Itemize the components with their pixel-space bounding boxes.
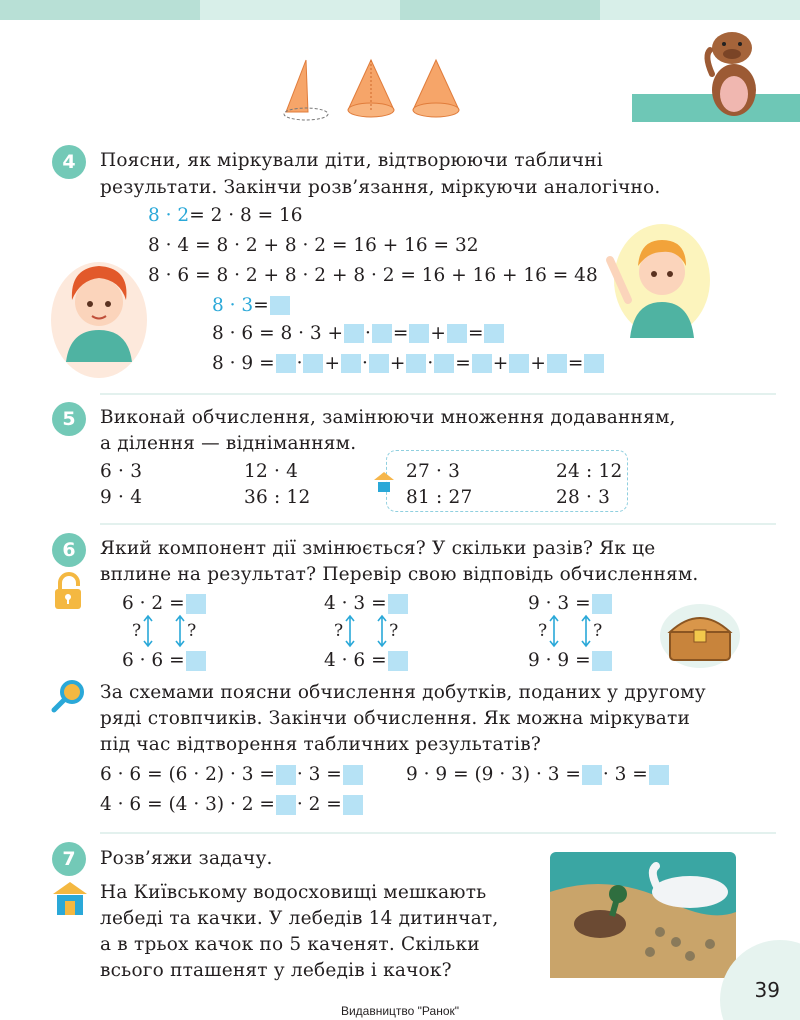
boy-illustration: [600, 220, 712, 340]
answer-box[interactable]: [509, 354, 529, 373]
top-stripe: [400, 0, 600, 20]
expression: 9 · 3 =: [528, 593, 591, 614]
answer-box[interactable]: [472, 354, 492, 373]
double-arrow-icon: [377, 614, 387, 648]
problem-text: а в трьох качок по 5 каченят. Скільки: [100, 934, 480, 955]
answer-box[interactable]: [344, 324, 364, 343]
answer-box[interactable]: [447, 324, 467, 343]
capybara-icon: [700, 26, 764, 122]
answer-box[interactable]: [547, 354, 567, 373]
task-text: ряді стовпчиків. Закінчи обчислення. Як можна міркувати: [100, 708, 690, 729]
question-mark: ?: [334, 621, 344, 641]
double-arrow-icon: [143, 614, 153, 648]
task-text: Який компонент дії змінюється? У скільки разів? Як це: [100, 538, 656, 559]
answer-box[interactable]: [484, 324, 504, 343]
task-number-badge: 6: [52, 533, 86, 567]
answer-box[interactable]: [186, 651, 206, 671]
expression: 24 : 12: [556, 461, 623, 482]
question-mark: ?: [593, 621, 603, 641]
answer-box[interactable]: [409, 324, 429, 343]
top-stripe: [200, 0, 400, 20]
answer-box[interactable]: [341, 354, 361, 373]
math-line: [528, 650, 613, 671]
answer-box[interactable]: [186, 594, 206, 614]
expression: = 2 · 8 = 16: [189, 205, 303, 226]
math-line: 8 · 4 = 8 · 2 + 8 · 2 = 16 + 16 = 32: [148, 235, 479, 256]
swans-ducks-illustration: [550, 852, 736, 978]
answer-box[interactable]: [406, 354, 426, 373]
math-line: [122, 650, 207, 671]
answer-box[interactable]: [649, 765, 669, 785]
expression: 28 · 3: [556, 487, 611, 508]
house-level-icon: [52, 880, 88, 916]
problem-text: всього пташенят у лебедів і качок?: [100, 960, 452, 981]
expression: 8 · 6 = 8 · 3 +: [212, 323, 344, 344]
answer-box[interactable]: [434, 354, 454, 373]
expression: 4 · 3 =: [324, 593, 387, 614]
task-text: Виконай обчислення, замінюючи множення додаванням,: [100, 407, 676, 428]
problem-text: лебеді та качки. У лебедів 14 дитинчат,: [100, 908, 499, 929]
expression: · 2 =: [296, 794, 342, 815]
math-line: [406, 764, 670, 785]
task-text: За схемами поясни обчислення добутків, поданих у другому: [100, 682, 706, 703]
task-number-badge: 4: [52, 145, 86, 179]
change-arrows: [538, 614, 602, 648]
math-line: [324, 593, 409, 614]
question-mark: ?: [132, 621, 142, 641]
change-arrows: [334, 614, 398, 648]
expression: 36 : 12: [244, 487, 311, 508]
answer-box[interactable]: [276, 795, 296, 815]
expression: 6 · 6 =: [122, 650, 185, 671]
task-number-badge: 5: [52, 402, 86, 436]
answer-box[interactable]: [369, 354, 389, 373]
highlighted-expression: 8 · 2: [148, 205, 190, 226]
answer-box[interactable]: [388, 651, 408, 671]
task-number-badge: 7: [52, 842, 86, 876]
page-number: 39: [754, 978, 780, 1002]
answer-box[interactable]: [343, 795, 363, 815]
double-arrow-icon: [175, 614, 185, 648]
math-line: [528, 593, 613, 614]
change-arrows: [132, 614, 196, 648]
math-line: [324, 650, 409, 671]
task-text: під час відтворення табличних результатів?: [100, 734, 541, 755]
double-arrow-icon: [581, 614, 591, 648]
math-line: [100, 764, 364, 785]
cones-illustration: [276, 54, 460, 126]
answer-box[interactable]: [343, 765, 363, 785]
expression: 9 · 4: [100, 487, 143, 508]
expression: 9 · 9 = (9 · 3) · 3 =: [406, 764, 581, 785]
math-line: [212, 295, 291, 316]
highlighted-expression: 8 · 3: [212, 295, 254, 316]
section-divider: [100, 523, 776, 525]
expression: 81 : 27: [406, 487, 473, 508]
expression: 4 · 6 = (4 · 3) · 2 =: [100, 794, 275, 815]
double-arrow-icon: [345, 614, 355, 648]
math-line: 8 · 9 = · + · + · = + + =: [212, 353, 605, 374]
magnifier-icon: [50, 678, 86, 714]
task-text: результати. Закінчи розв’язання, міркуючи аналогічно.: [100, 177, 661, 198]
expression: 9 · 9 =: [528, 650, 591, 671]
answer-box[interactable]: [592, 651, 612, 671]
section-divider: [100, 393, 776, 395]
treasure-chest-icon: [660, 600, 740, 668]
section-divider: [100, 832, 776, 834]
math-line: 8 · 6 = 8 · 2 + 8 · 2 + 8 · 2 = 16 + 16 + 16 = 48: [148, 265, 598, 286]
lock-icon: [52, 572, 86, 612]
answer-box[interactable]: [592, 594, 612, 614]
math-line: [100, 794, 364, 815]
answer-box[interactable]: [388, 594, 408, 614]
top-stripe: [0, 0, 200, 20]
top-stripe: [600, 0, 800, 20]
question-mark: ?: [389, 621, 399, 641]
expression: 27 · 3: [406, 461, 461, 482]
expression: · 3 =: [296, 764, 342, 785]
expression: 12 · 4: [244, 461, 299, 482]
answer-box[interactable]: [276, 765, 296, 785]
math-line: [122, 593, 207, 614]
girl-illustration: [50, 250, 148, 380]
answer-box[interactable]: [303, 354, 323, 373]
math-line: [148, 205, 303, 226]
expression: 8 · 9 =: [212, 353, 275, 374]
publisher-footer: Видавництво "Ранок": [340, 1004, 460, 1018]
task-text: вплине на результат? Перевір свою відповідь обчисленням.: [100, 564, 699, 585]
question-mark: ?: [538, 621, 548, 641]
task-title: Розв’яжи задачу.: [100, 848, 273, 869]
answer-box[interactable]: [372, 324, 392, 343]
expression: =: [253, 295, 269, 316]
question-mark: ?: [187, 621, 197, 641]
answer-box[interactable]: [582, 765, 602, 785]
task-text: Поясни, як міркували діти, відтворюючи табличні: [100, 150, 603, 171]
expression: 6 · 3: [100, 461, 143, 482]
expression: 6 · 6 = (6 · 2) · 3 =: [100, 764, 275, 785]
double-arrow-icon: [549, 614, 559, 648]
expression: 4 · 6 =: [324, 650, 387, 671]
house-level-icon: [372, 470, 396, 494]
problem-text: На Київському водосховищі мешкають: [100, 882, 487, 903]
answer-box[interactable]: [276, 354, 296, 373]
expression: 6 · 2 =: [122, 593, 185, 614]
answer-box[interactable]: [584, 354, 604, 373]
math-line: 8 · 6 = 8 · 3 + · = + =: [212, 323, 505, 344]
expression: · 3 =: [602, 764, 648, 785]
answer-box[interactable]: [270, 296, 290, 315]
task-text: а ділення — відніманням.: [100, 433, 357, 454]
